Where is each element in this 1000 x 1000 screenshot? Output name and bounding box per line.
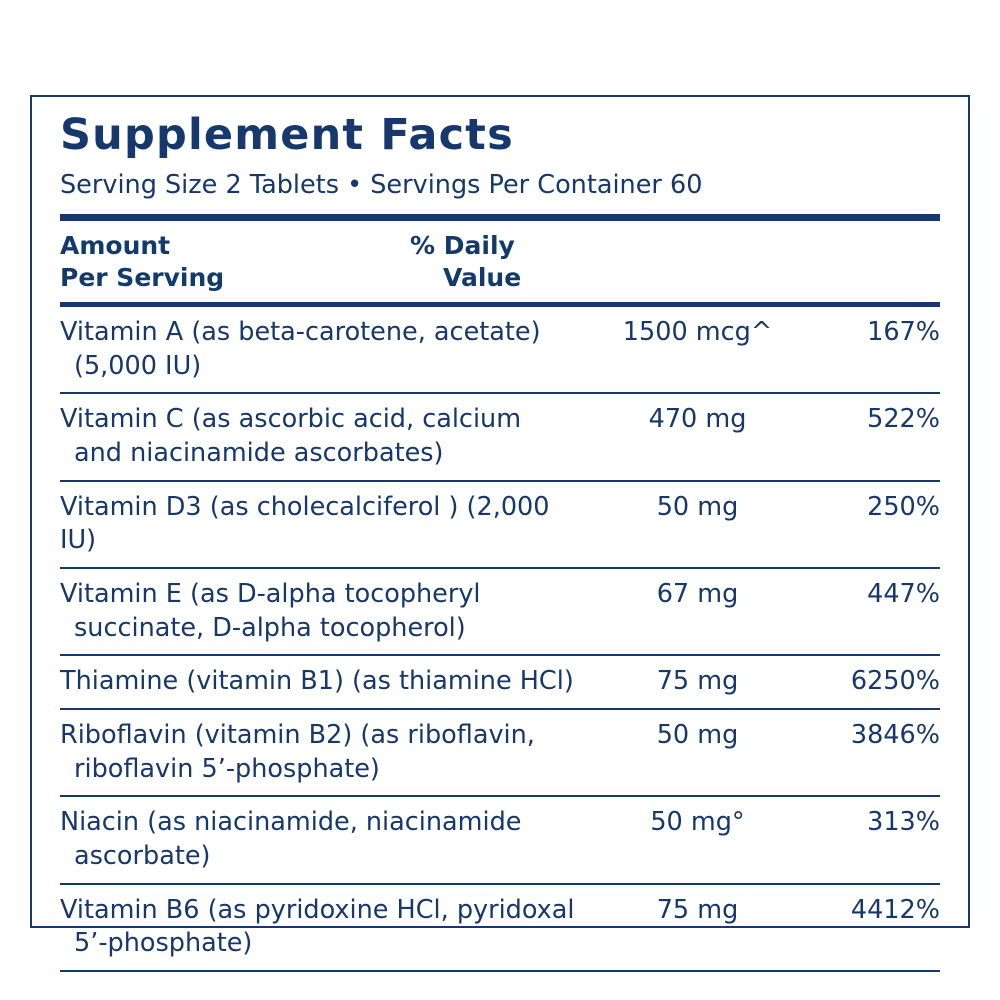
nutrient-name [60,491,595,558]
nutrient-name-line2: succinate, D-alpha tocopherol) [74,612,466,643]
table-row [60,883,940,970]
dv-header-line1: % Daily [410,231,515,261]
nutrient-amount: 1500 mcg^ [622,317,773,348]
table-row [60,392,940,479]
panel-inner [46,107,954,972]
nutrient-daily-value: 4412% [850,894,940,925]
nutrient-name-line1: Vitamin A (as beta-carotene, acetate) [60,317,541,348]
supplement-facts-panel [30,95,970,959]
nutrient-name [60,806,595,873]
divider-bottom [60,970,940,972]
serving-info: Serving Size 2 Tablets • Servings Per Container 60 [60,170,703,201]
nutrient-daily-value: 522% [867,404,940,435]
page-title: Supplement Facts [60,110,514,160]
nutrient-name-line1: Vitamin E (as D-alpha tocopheryl [60,578,481,609]
table-row [60,567,940,654]
nutrient-name-line1: Vitamin C (as ascorbic acid, calcium [60,404,522,435]
nutrient-name-line2: and niacinamide ascorbates) [74,438,444,468]
nutrient-amount: 50 mg° [650,807,745,838]
nutrient-name [60,665,595,699]
nutrient-daily-value: 6250% [850,666,940,697]
nutrient-daily-value: 250% [867,491,940,522]
daily-value-header [410,230,521,294]
nutrient-daily-value: 313% [867,807,940,838]
table-row [60,795,940,882]
column-headers [60,230,940,294]
nutrient-name [60,894,595,961]
nutrient-name-line1: Vitamin D3 (as cholecalciferol ) (2,000 IU) [60,491,550,556]
nutrient-name [60,719,595,786]
nutrient-name-line2: ascorbate) [74,840,211,871]
nutrient-name [60,578,595,645]
nutrient-amount: 470 mg [648,404,747,435]
nutrient-amount: 75 mg [656,666,739,697]
nutrient-amount: 50 mg [656,491,739,522]
dv-header-line2: Value [443,263,522,293]
nutrient-name [60,403,595,470]
divider-thick-top [60,214,940,221]
nutrient-name-line1: Niacin (as niacinamide, niacinamide [60,807,522,838]
nutrient-daily-value: 447% [867,578,940,609]
nutrient-name-line2: (5,000 IU) [74,350,202,381]
nutrient-amount: 67 mg [656,578,739,609]
nutrient-name [60,316,595,383]
nutrient-table [60,307,940,970]
table-row [60,307,940,392]
nutrient-amount: 75 mg [656,894,739,925]
nutrient-name-line1: Vitamin B6 (as pyridoxine HCl, pyridoxal [60,894,575,925]
table-row [60,480,940,567]
nutrient-name-line2: 5’-phosphate) [74,928,253,959]
amount-header-line1: Amount [60,231,171,261]
amount-header [60,230,410,294]
nutrient-name-line1: Thiamine (vitamin B1) (as thiamine HCl) [60,666,574,697]
table-row [60,708,940,795]
nutrient-daily-value: 167% [867,317,940,348]
nutrient-name-line2: riboflavin 5’-phosphate) [74,753,380,784]
nutrient-name-line1: Riboflavin (vitamin B2) (as riboflavin, [60,719,535,750]
table-row [60,654,940,708]
amount-header-line2: Per Serving [60,263,225,293]
nutrient-amount: 50 mg [656,719,739,750]
nutrient-daily-value: 3846% [850,719,940,750]
